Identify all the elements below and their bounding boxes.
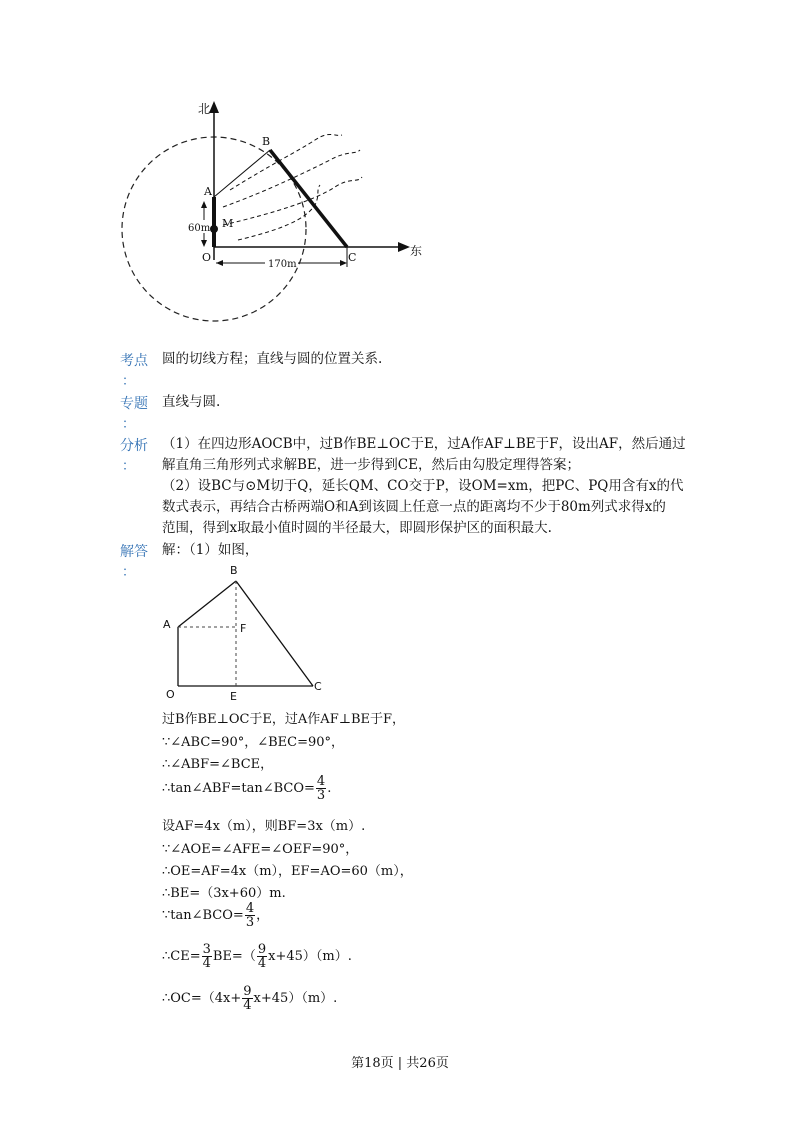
solution-line: ∵∠AOE=∠AFE=∠OEF=90°， [162,842,359,857]
fraction-denominator: 4 [257,956,267,971]
label-m: M [222,217,234,230]
fenxi-line: 范围，得到x取最小值时圆的半径最大，即圆形保护区的面积最大. [162,520,552,536]
north-arrowhead [209,101,219,113]
ab-side [178,581,236,627]
label-east: 东 [410,244,423,258]
fraction-numerator: 9 [243,984,252,999]
ab-line [214,150,270,197]
fraction-denominator: 4 [243,998,252,1013]
solution-line-ce [162,943,352,970]
figure-quadrilateral [158,560,338,705]
label-170m: 170m [268,259,297,270]
fenxi-line: （1）在四边形AOCB中，过B作BE⊥OC于E，过A作AF⊥BE于F，设出AF，然后通过 [162,436,686,452]
figure-map [110,95,440,335]
point-m [210,225,218,233]
fenxi-line: 数式表示，再结合古桥两端O和A到该圆上任意一点的距离均不少于80m列式求得x的 [162,499,666,515]
fraction-denominator: 3 [316,788,326,803]
bc-bridge [270,150,347,247]
kaodian-label: 考点 [120,353,148,369]
fig2-label-e: E [230,690,237,703]
dim-170-left-arrow [216,260,223,266]
solution-line-oc [162,985,337,1012]
ce-text: ∴CE= [162,949,201,964]
river-bank-3 [223,177,362,225]
zhuanti-colon: ： [122,417,136,432]
be-text: BE=（ [212,949,256,964]
punct: . [327,781,332,796]
punct: ， [256,908,270,923]
solution-line: ∵∠ABC=90°，∠BEC=90°， [162,735,345,750]
solution-line: ∴OE=AF=4x（m），EF=AO=60（m）， [162,864,413,879]
solution-line: ∴∠ABF=∠BCE， [162,757,274,772]
label-b: B [262,135,271,148]
fraction-numerator: 4 [245,901,255,916]
zhuanti-text: 直线与圆. [162,394,221,410]
solution-line: ∴BE=（3x+60）m. [162,886,286,901]
oc-tail: x+45）（m）. [253,991,338,1006]
fig2-label-f: F [240,622,247,635]
solution-line: 设AF=4x（m），则BF=3x（m）. [162,819,366,834]
zhuanti-label: 专题 [120,396,148,412]
fraction [316,775,326,802]
fraction-numerator: 9 [257,942,267,957]
fraction [202,943,212,970]
fraction-denominator: 3 [245,915,255,930]
dim-60-down-arrow [201,240,207,247]
fraction-denominator: 4 [202,956,211,971]
river-bank-4 [238,185,320,240]
fraction-numerator: 3 [202,942,211,957]
solution-line-tan-abf [162,775,331,802]
dim-170-right-arrow [340,260,347,266]
label-north: 北 [198,102,211,116]
east-arrowhead [398,242,410,252]
fig2-label-a: A [163,618,171,631]
bc-side [236,581,313,686]
ce-tail: x+45）（m）. [268,949,352,964]
label-o: O [202,251,212,264]
kaodian-colon: ： [122,374,136,389]
fenxi-line: （2）设BC与⊙M切于Q，延长QM、CO交于P，设OM=xm，把PC、PQ用含有x的代 [162,478,684,494]
jieda-label: 解答 [120,544,148,560]
solution-line: 过B作BE⊥OC于E，过A作AF⊥BE于F， [162,712,406,727]
fig2-label-o: O [166,688,175,701]
fraction [257,943,267,970]
fenxi-line: 解直角三角形列式求解BE，进一步得到CE，然后由勾股定理得答案； [162,457,580,473]
label-60m: 60m [188,223,211,234]
oc-text: ∴OC=（4x+ [162,991,242,1006]
fig2-label-c: C [314,680,322,693]
kaodian-text: 圆的切线方程；直线与圆的位置关系. [162,351,383,367]
jieda-intro: 解：（1）如图， [162,542,259,558]
solution-line-tan-bco [162,902,269,929]
fraction [245,902,255,929]
tan-abf-text: ∴tan∠ABF=tan∠BCO= [162,781,315,796]
tan-bco-text: ∵tan∠BCO= [162,908,244,923]
river-bank-1 [230,134,342,190]
dim-60-up-arrow [201,201,207,208]
fig2-label-b: B [230,564,238,577]
fraction-numerator: 4 [316,774,326,789]
fenxi-label: 分析 [120,438,148,454]
jieda-colon: ： [122,565,136,580]
page-footer: 第18页 | 共26页 [351,1056,449,1071]
label-a: A [204,185,212,198]
fraction [242,985,252,1012]
fenxi-colon: ： [122,459,136,474]
label-c: C [348,251,357,264]
